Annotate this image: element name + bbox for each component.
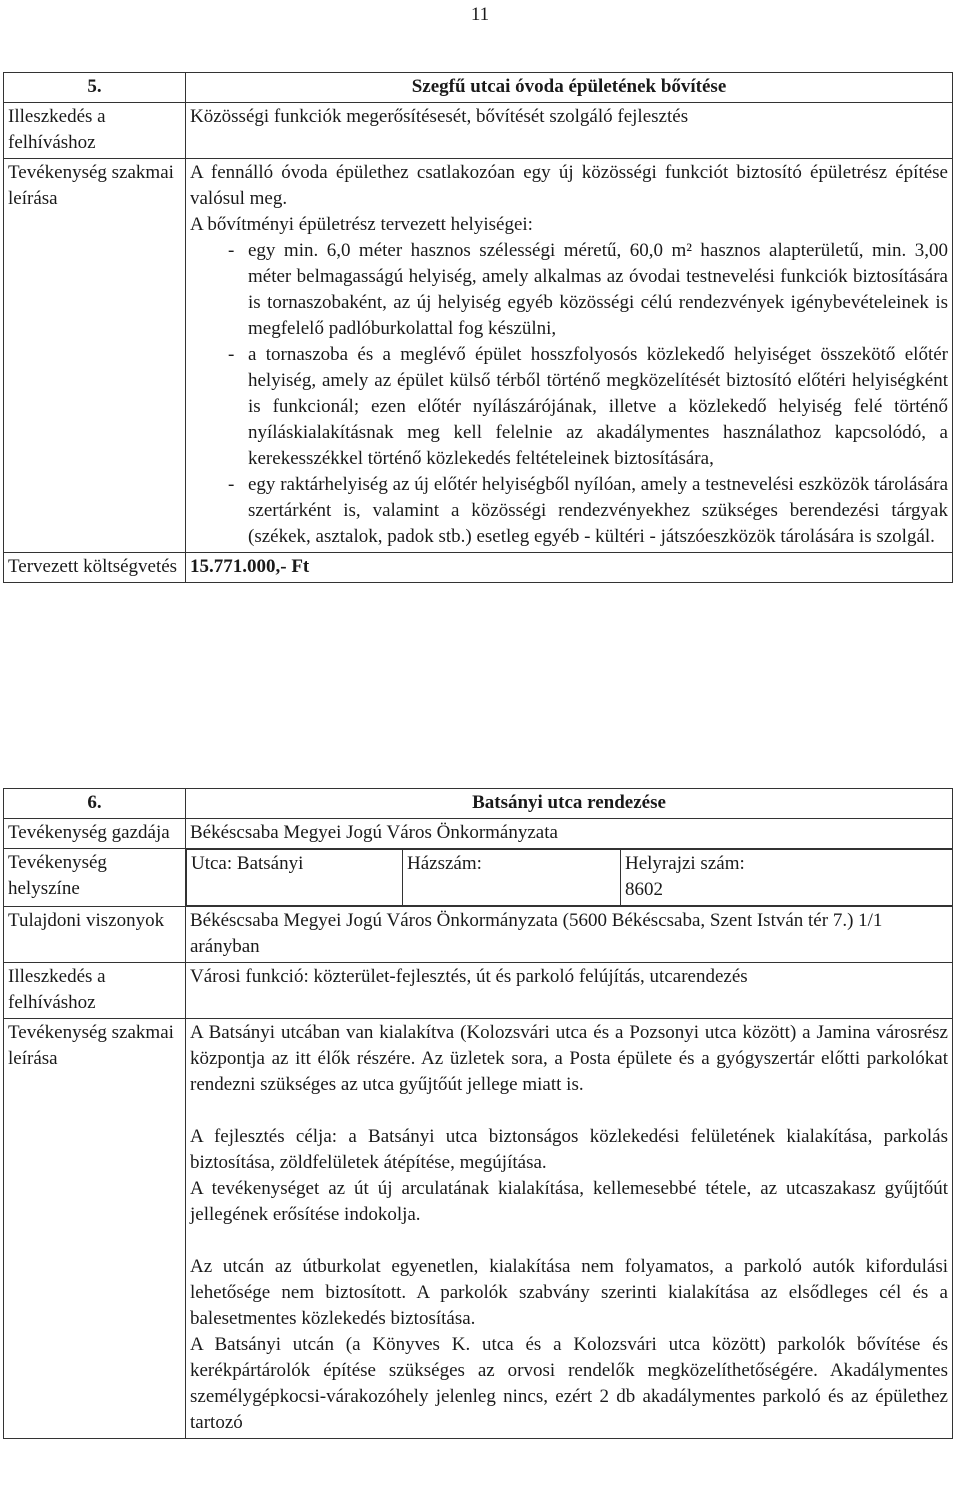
room-list <box>190 238 948 550</box>
activity-description <box>186 159 953 553</box>
fit-value: Közösségi funkciók megerősítésesét, bővítését szolgáló fejlesztés <box>186 103 953 159</box>
ownership-value: Békéscsaba Megyei Jogú Város Önkormányzata (5600 Békéscsaba, Szent István tér 7.) 1/1 arányban <box>186 907 953 963</box>
activity-description <box>186 1019 953 1439</box>
budget-label: Tervezett költségvetés <box>4 553 186 583</box>
location-label: Tevékenység helyszíne <box>4 849 186 907</box>
section-5-number: 5. <box>4 73 186 103</box>
list-item: - a tornaszoba és a meglévő épület hosszfolyosós közlekedő helyiséget összekötő előtér helyiség, amely az épület külső térből történő megközelítését biztosító előtéri helyiségként is funkcionál; ezen előtér nyílászárójának, illetve a közlekedő helyiség felé történő nyíláskialakításnak meg kell felelnie az akadálymentes használathoz kapcsolódó, a kerekesszékkel történő közlekedés feltételeinek biztosítására, <box>190 342 948 472</box>
activity-paragraph: A fejlesztés célja: a Batsányi utca biztonságos közlekedési felületének kialakítása, parkolás biztosítása, zöldfelületek átépítése, megújítása. <box>190 1126 948 1173</box>
activity-paragraph: A Batsányi utcában van kialakítva (Kolozsvári utca és a Pozsonyi utca között) a Jamina városrész központja az itt élők részére. Az üzletek sora, a Posta épülete és a gyógyszertár előtti parkolókat rendezni szükséges az utca gyűjtőút jellege miatt is. <box>190 1022 948 1095</box>
ownership-label: Tulajdoni viszonyok <box>4 907 186 963</box>
activity-intro: A fennálló óvoda épülethez csatlakozóan egy új közösségi funkciót biztosító épületrész építése valósul meg. <box>190 162 948 209</box>
section-5-title: Szegfű utcai óvoda épületének bővítése <box>186 73 953 103</box>
fit-label: Illeszkedés a felhíváshoz <box>4 963 186 1019</box>
house-number-label: Házszám: <box>403 850 621 906</box>
section-6-table <box>3 788 953 1439</box>
section-6-fit-row <box>4 963 953 1019</box>
activity-paragraph: Az utcán az útburkolat egyenetlen, kialakítása nem folyamatos, a parkoló autók kifordulási lehetősége nem biztosított. A parkolók szabvány szerinti kialakítása az elsődleges cél és a balesetmentes közlekedés biztosítása. <box>190 1256 948 1329</box>
owner-label: Tevékenység gazdája <box>4 819 186 849</box>
section-6-ownership-row <box>4 907 953 963</box>
activity-list-intro: A bővítményi épületrész tervezett helyiségei: <box>190 214 533 235</box>
plot-number-cell <box>621 850 953 906</box>
location-subtable <box>186 849 952 906</box>
section-6-header-row <box>4 789 953 819</box>
section-6-owner-row <box>4 819 953 849</box>
street-label: Utca: Batsányi <box>187 850 403 906</box>
activity-label: Tevékenység szakmai leírása <box>4 159 186 553</box>
section-5-table <box>3 72 953 583</box>
fit-label: Illeszkedés a felhíváshoz <box>4 103 186 159</box>
plot-number-label: Helyrajzi szám: <box>625 853 745 874</box>
section-5-budget-row <box>4 553 953 583</box>
budget-value: 15.771.000,- Ft <box>186 553 953 583</box>
section-6-number: 6. <box>4 789 186 819</box>
activity-paragraph: A Batsányi utcán (a Könyves K. utca és a Kolozsvári utca között) parkolók bővítése és kerékpártárolók építése szükséges az orvosi rendelők megközelíthetőségére. Akadálymentes személygépkocsi-várakozóhely jelenleg nincs, ezért 2 db akadálymentes parkoló és az épülethez tartozó <box>190 1334 948 1433</box>
activity-label: Tevékenység szakmai leírása <box>4 1019 186 1439</box>
section-5-fit-row <box>4 103 953 159</box>
section-5-header-row <box>4 73 953 103</box>
page-number: 11 <box>470 4 490 25</box>
section-6-activity-row <box>4 1019 953 1439</box>
list-item: - egy min. 6,0 méter hasznos szélességi méretű, 60,0 m² hasznos alapterületű, min. 3,00 méter belmagasságú helyiség, amely alkalmas az óvodai testnevelési funkciók biztosítására is tornaszobaként, az új helyiség egyéb közösségi célú rendezvények igénybevételeinek is megfelelő padlóburkolattal fog készülni, <box>190 238 948 342</box>
section-5-activity-row <box>4 159 953 553</box>
owner-value: Békéscsaba Megyei Jogú Város Önkormányzata <box>186 819 953 849</box>
section-6-title: Batsányi utca rendezése <box>186 789 953 819</box>
activity-paragraph: A tevékenységet az út új arculatának kialakítása, kellemesebbé tétele, az utcaszakasz gyűjtőút jellegének erősítése indokolja. <box>190 1178 948 1225</box>
section-6-location-row <box>4 849 953 907</box>
location-value <box>186 849 953 907</box>
list-item: - egy raktárhelyiség az új előtér helyiségből nyílóan, amely a testnevelési eszközök tárolására szertárként is, valamint a közösségi rendezvényekhez szükséges berendezési tárgyak (székek, asztalok, padok stb.) esetleg egyéb - kültéri - játszóeszközök tárolására is szolgál. <box>190 472 948 550</box>
fit-value: Városi funkció: közterület-fejlesztés, út és parkoló felújítás, utcarendezés <box>186 963 953 1019</box>
plot-number-value: 8602 <box>625 879 663 900</box>
